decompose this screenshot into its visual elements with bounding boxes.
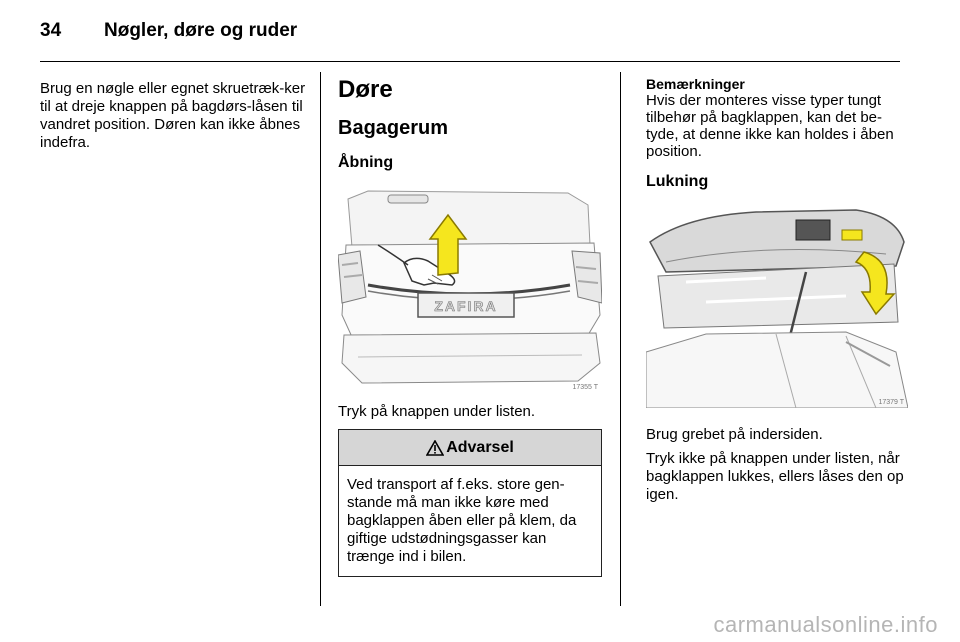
section-heading-doors: Døre <box>338 76 393 103</box>
page-number: 34 <box>40 20 62 41</box>
column-divider-left <box>320 72 321 606</box>
warning-header <box>339 430 601 466</box>
column-3 <box>646 76 908 504</box>
header-rule <box>40 61 900 62</box>
warning-box <box>338 429 602 577</box>
tailgate-closing-illustration <box>646 202 908 408</box>
heading-opening: Åbning <box>338 154 394 171</box>
tailgate-opening-illustration <box>338 185 602 393</box>
column-2 <box>338 72 602 577</box>
chapter-title: Nøgler, døre og ruder <box>104 20 298 41</box>
closing-caption-1: Brug grebet på indersiden. <box>646 426 823 443</box>
subheading-tailgate: Bagagerum <box>338 117 449 139</box>
zafira-plate-text: ZAFIRA <box>434 298 498 314</box>
column-1 <box>40 80 310 152</box>
figure-code: 17379 T <box>878 399 904 406</box>
note-title: Bemærkninger <box>646 76 745 92</box>
warning-title: Advarsel <box>446 438 514 456</box>
tailgate-interior-drawing <box>646 202 908 408</box>
opening-caption: Tryk på knappen under listen. <box>338 403 536 420</box>
heading-closing: Lukning <box>646 173 709 190</box>
page-header <box>40 20 297 46</box>
watermark-text: carmanualsonline.info <box>713 612 938 637</box>
figure-code: 17355 T <box>572 384 598 391</box>
closing-caption-2: Tryk ikke på knappen under listen, når bagklappen lukkes, ellers låses den op igen. <box>646 450 904 503</box>
tailgate-exterior-drawing <box>338 185 602 393</box>
note-text: Hvis der monteres visse typer tungt tilbehør på bagklappen, kan det be-tyde, at denne ikke kan holdes i åben position. <box>646 92 894 160</box>
warning-triangle-icon <box>426 440 444 456</box>
warning-text: Ved transport af f.eks. store gen-stande må man ikke køre med bagklappen åben eller på klem, da giftige udstødningsgasser kan trænge ind i bilen. <box>347 476 577 565</box>
rear-door-lock-paragraph: Brug en nøgle eller egnet skruetræk-ker til at dreje knappen på bagdørs-låsen til vandret position. Døren kan ikke åbnes indefra. <box>40 80 306 151</box>
column-divider-right <box>620 72 621 606</box>
